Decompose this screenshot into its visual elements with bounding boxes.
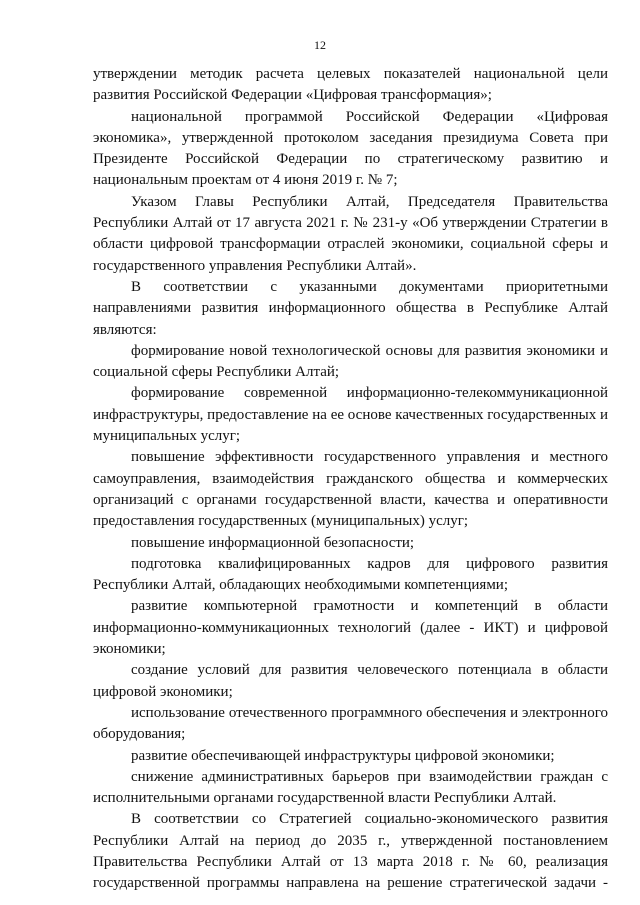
list-item-priority: повышение эффективности государственного управления и местного самоуправления, взаимодействия гражданского общества и коммерческих организаций с органами государственной власти, качества и оперативности предоставления государственных (муниципальных) услуг;: [93, 449, 608, 530]
list-item-priority: формирование новой технологической основы для развития экономики и социальной сферы Республики Алтай;: [93, 342, 608, 381]
document-body: [93, 64, 608, 895]
paragraph-national-program: национальной программой Российской Федерации «Цифровая экономика», утвержденной протоколом заседания президиума Совета при Президенте Российской Федерации по стратегическому развитию и национальным проектам от 4 июня 2019 г. № 7;: [93, 108, 608, 189]
list-item-priority: повышение информационной безопасности;: [131, 534, 415, 551]
list-item-priority: использование отечественного программного обеспечения и электронного оборудования;: [93, 704, 608, 743]
list-item-priority: подготовка квалифицированных кадров для цифрового развития Республики Алтай, обладающих необходимыми компетенциями;: [93, 555, 608, 594]
paragraph-strategy: В соответствии со Стратегией социально-экономического развития Республики Алтай на период до 2035 г., утвержденной постановлением Правительства Республики Алтай от 13 марта 2018 г. № 60, реализация государственной программы направлена на решение стратегической задачи -: [93, 811, 608, 892]
paragraph-decree: Указом Главы Республики Алтай, Председателя Правительства Республики Алтай от 17 августа 2021 г. № 231-у «Об утверждении Стратегии в области цифровой трансформации отраслей экономики, социальной сферы и государственного управления Республики Алтай».: [93, 193, 608, 274]
paragraph-continuation: утверждении методик расчета целевых показателей национальной цели развития Российской Федерации «Цифровая трансформация»;: [93, 66, 608, 104]
paragraph-priorities-intro: В соответствии с указанными документами приоритетными направлениями развития информационного общества в Республике Алтай являются:: [93, 278, 608, 338]
list-item-priority: снижение административных барьеров при взаимодействии граждан с исполнительными органами государственной власти Республики Алтай.: [93, 768, 608, 807]
page-number: 12: [314, 38, 326, 52]
list-item-priority: развитие компьютерной грамотности и компетенций в области информационно-коммуникационных технологий (далее - ИКТ) и цифровой экономики;: [93, 598, 608, 658]
list-item-priority: формирование современной информационно-телекоммуникационной инфраструктуры, предоставление на ее основе качественных государственных и муниципальных услуг;: [93, 385, 608, 445]
list-item-priority: создание условий для развития человеческого потенциала в области цифровой экономики;: [93, 662, 608, 700]
list-item-priority: развитие обеспечивающей инфраструктуры цифровой экономики;: [131, 747, 555, 764]
